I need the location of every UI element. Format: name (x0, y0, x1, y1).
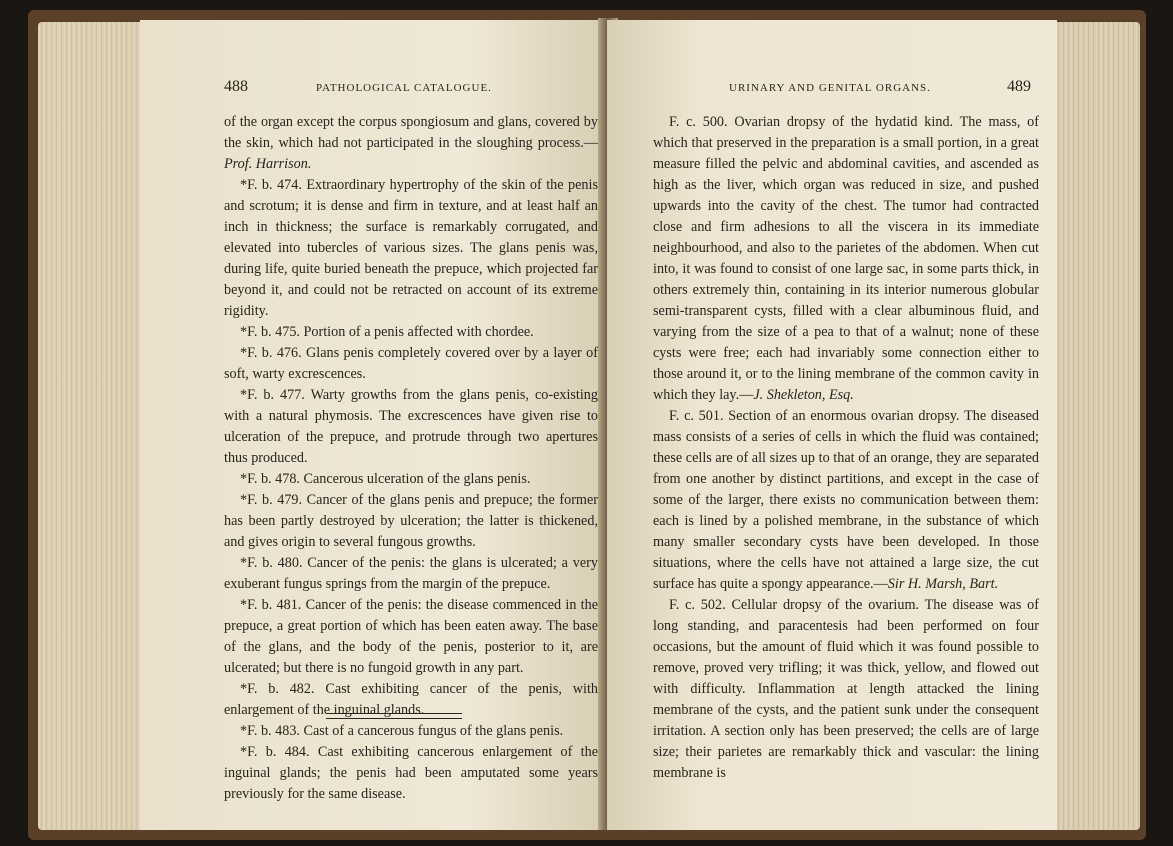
paragraph (224, 343, 598, 385)
paragraph-text: of the organ except the corpus spongiosum and glans, covered by the skin, which had not participated in the sloughing process.— (224, 114, 598, 151)
paragraph-text: F. c. 500. Ovarian dropsy of the hydatid kind. The mass, of which that preserved in the preparation is a small portion, in a great measure filled the pelvic and abdominal cavities, and ascended as high as the liver, which organ was reduced in size, and pushed upwards into the cavity of the chest. The tumor had contracted close and firm adhesions to all the viscera in its immediate neighbourhood, and also to the parietes of the abdomen. When cut into, it was found to consist of one large sac, in some parts thick, in others extremely thin, containing in its interior numerous globular semi-transparent cysts, filled with a clear albuminous fluid, and varying from the size of a pea to that of a walnut; none of these cysts were free; each had invariably some connection either to those around it, or to the lining membrane of the common cavity in which they lay.— (653, 114, 1039, 403)
left-page (140, 20, 610, 830)
paragraph-text: *F. b. 480. Cancer of the penis: the glans is ulcerated; a very exuberant fungus springs from the margin of the prepuce. (224, 555, 598, 592)
right-running-header: URINARY AND GENITAL ORGANS. (729, 82, 931, 94)
paragraph (224, 721, 598, 742)
left-page-number: 488 (224, 78, 248, 95)
paragraph (653, 112, 1039, 406)
paragraph (224, 595, 598, 679)
paragraph (224, 742, 598, 805)
paragraph-text: *F. b. 483. Cast of a cancerous fungus of the glans penis. (240, 723, 564, 739)
paragraph-text: *F. b. 481. Cancer of the penis: the disease commenced in the prepuce, a great portion of which has been eaten away. The base of the glans, and the body of the penis, posterior to it, are ulcerated; but there is no fungoid growth in any part. (224, 597, 598, 676)
paragraph (653, 406, 1039, 595)
paragraph (224, 385, 598, 469)
paragraph (224, 322, 598, 343)
paragraph (224, 175, 598, 322)
paragraph-text: *F. b. 474. Extraordinary hypertrophy of the skin of the penis and scrotum; it is dense and firm in texture, and at least half an inch in thickness; the surface is remarkably corrugated, and elevated into tubercles of various sizes. The glans penis was, during life, quite buried beneath the prepuce, which projected far beyond it, and could not be retracted on account of its extreme rigidity. (224, 177, 598, 319)
paragraph-text: F. c. 501. Section of an enormous ovarian dropsy. The diseased mass consists of a series of cells in which the fluid was contained; these cells are of all sizes up to that of an orange, they are separated from one another by distinct partitions, and except in the case of some of the larger, there exists no communication between them: each is lined by a polished membrane, in the substance of which many smaller secondary cysts have been developed. In those situations, where the cells have not attained a large size, the cut surface has quite a spongy appearance.— (653, 408, 1039, 592)
right-page-number: 489 (1007, 78, 1031, 95)
paragraph-text: *F. b. 478. Cancerous ulceration of the glans penis. (240, 471, 531, 487)
paragraph (224, 469, 598, 490)
paragraph (224, 553, 598, 595)
section-end-rule (326, 713, 462, 719)
left-running-header: PATHOLOGICAL CATALOGUE. (316, 82, 492, 94)
paragraph-credit: J. Shekleton, Esq. (753, 387, 854, 403)
paragraph-credit: Prof. Harrison. (224, 156, 312, 172)
paragraph-credit: Sir H. Marsh, Bart. (887, 576, 999, 592)
paragraph (653, 595, 1039, 784)
paragraph-text: *F. b. 477. Warty growths from the glans penis, co-existing with a natural phymosis. The excrescences have given rise to ulceration of the prepuce, and protrude through two apertures thus produced. (224, 387, 598, 466)
right-page-edges (1050, 22, 1140, 830)
right-page (607, 20, 1057, 830)
paragraph-text: *F. b. 484. Cast exhibiting cancerous enlargement of the inguinal glands; the penis had been amputated some years previously for the same disease. (224, 744, 598, 802)
left-page-body (224, 112, 598, 805)
paragraph-text: *F. b. 475. Portion of a penis affected with chordee. (240, 324, 534, 340)
paragraph (224, 112, 598, 175)
left-page-edges (38, 22, 148, 830)
right-page-body (653, 112, 1039, 784)
paragraph (224, 490, 598, 553)
paragraph-text: *F. b. 479. Cancer of the glans penis and prepuce; the former has been partly destroyed by ulceration; the latter is thickened, and gives origin to several fungous growths. (224, 492, 598, 550)
paragraph-text: F. c. 502. Cellular dropsy of the ovarium. The disease was of long standing, and paracentesis had been performed on four occasions, but the amount of fluid which it was found possible to remove, proved very trifling; it was thick, yellow, and flowed out with difficulty. Inflammation at length attacked the lining membrane of the cysts, and the patient sunk under the consequent irritation. A section only has been preserved; the cells are of large size; their parietes are remarkably thick and vascular: the lining membrane is (653, 597, 1039, 781)
paragraph-text: *F. b. 476. Glans penis completely covered over by a layer of soft, warty excrescences. (224, 345, 598, 382)
paragraph-text: *F. b. 482. Cast exhibiting cancer of the penis, with enlargement of the inguinal glands. (224, 681, 598, 718)
